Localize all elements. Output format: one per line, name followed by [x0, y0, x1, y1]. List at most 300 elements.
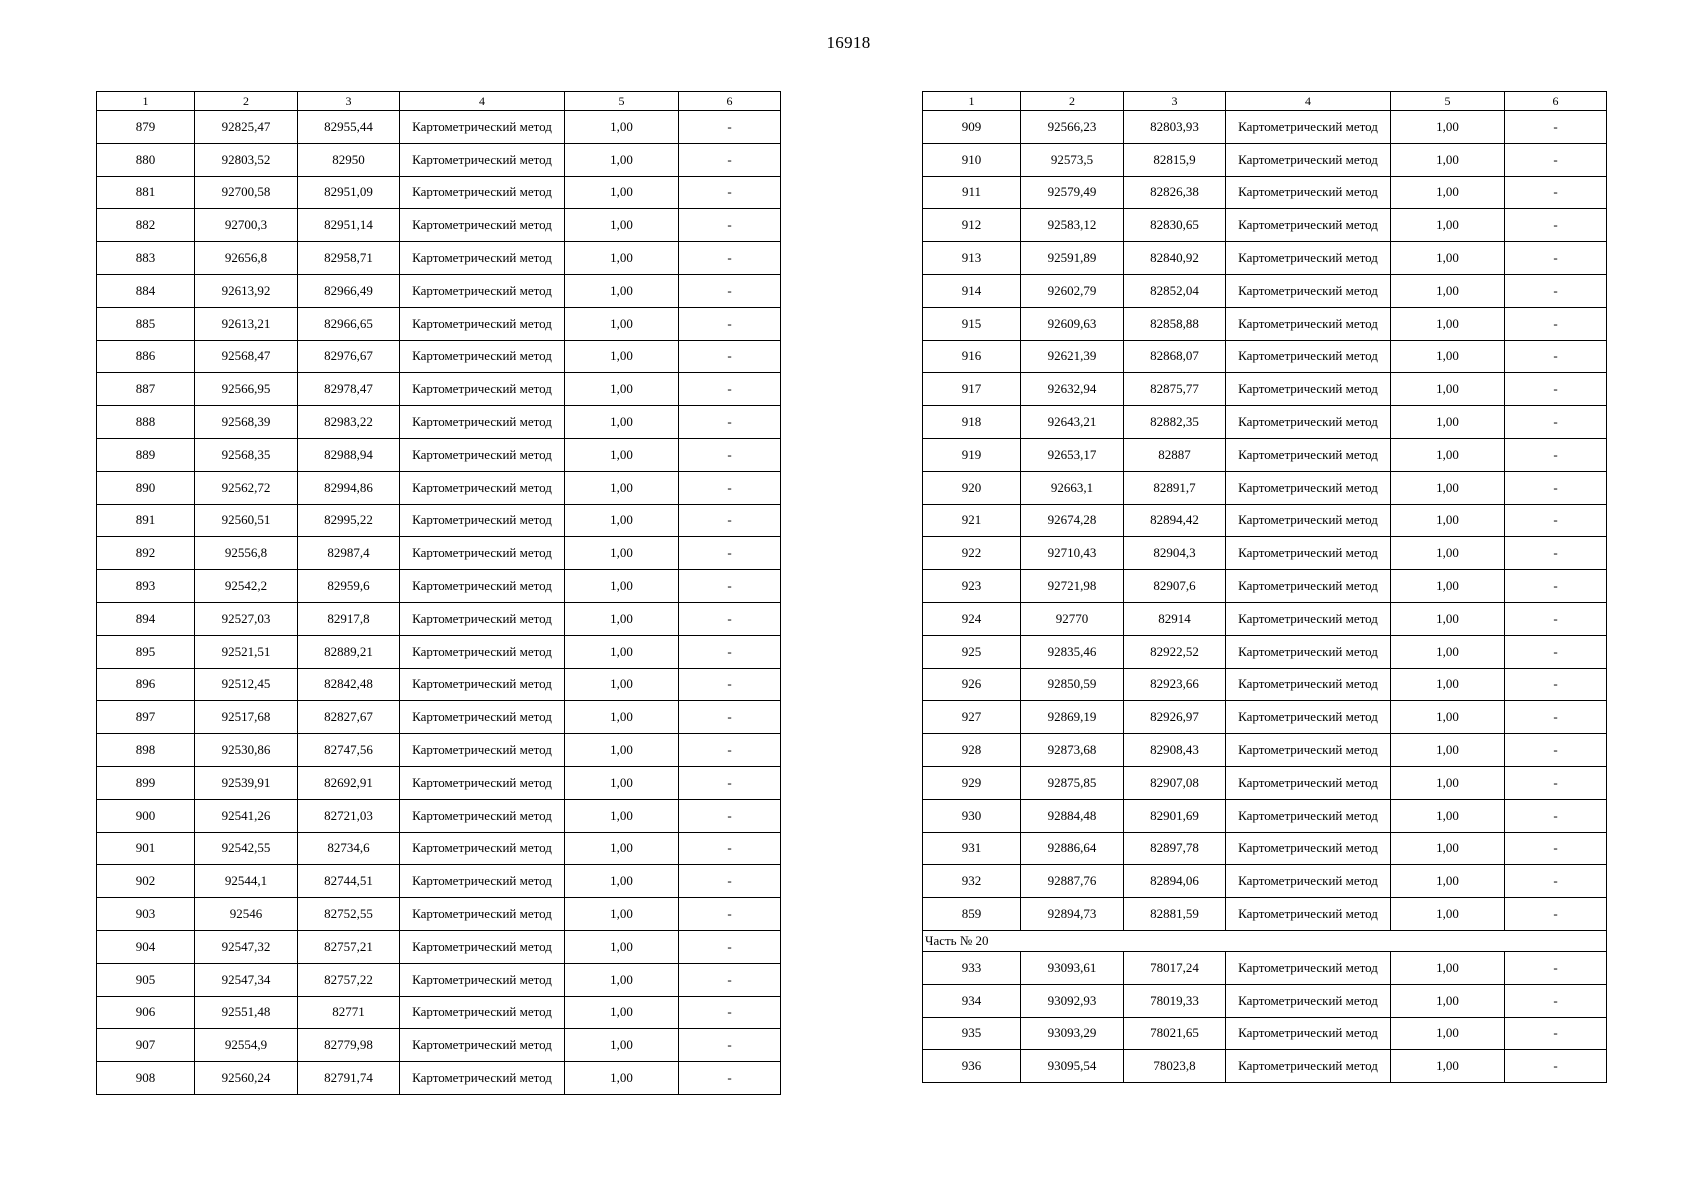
table-row	[97, 111, 781, 144]
method-cell: Картометрический метод	[1226, 832, 1391, 865]
column-header: 4	[1226, 92, 1391, 111]
accuracy-cell: 1,00	[565, 537, 679, 570]
point-number-cell: 917	[923, 373, 1021, 406]
description-cell: -	[1505, 176, 1607, 209]
accuracy-cell: 1,00	[1391, 668, 1505, 701]
x-coordinate-cell: 92621,39	[1021, 340, 1124, 373]
y-coordinate-cell: 82875,77	[1124, 373, 1226, 406]
method-cell: Картометрический метод	[1226, 242, 1391, 275]
description-cell: -	[679, 701, 781, 734]
table-row	[923, 471, 1607, 504]
table-row	[923, 1050, 1607, 1083]
x-coordinate-cell: 92512,45	[195, 668, 298, 701]
y-coordinate-cell: 78019,33	[1124, 984, 1226, 1017]
y-coordinate-cell: 82826,38	[1124, 176, 1226, 209]
x-coordinate-cell: 92674,28	[1021, 504, 1124, 537]
y-coordinate-cell: 82881,59	[1124, 898, 1226, 931]
accuracy-cell: 1,00	[565, 799, 679, 832]
table-row	[97, 537, 781, 570]
y-coordinate-cell: 82858,88	[1124, 307, 1226, 340]
y-coordinate-cell: 82897,78	[1124, 832, 1226, 865]
x-coordinate-cell: 92568,35	[195, 438, 298, 471]
method-cell: Картометрический метод	[1226, 438, 1391, 471]
accuracy-cell: 1,00	[1391, 471, 1505, 504]
table-row	[923, 951, 1607, 984]
description-cell: -	[679, 930, 781, 963]
x-coordinate-cell: 92721,98	[1021, 570, 1124, 603]
accuracy-cell: 1,00	[1391, 537, 1505, 570]
description-cell: -	[679, 340, 781, 373]
accuracy-cell: 1,00	[1391, 701, 1505, 734]
table-row	[923, 373, 1607, 406]
description-cell: -	[679, 832, 781, 865]
y-coordinate-cell: 82889,21	[298, 635, 400, 668]
description-cell: -	[679, 996, 781, 1029]
x-coordinate-cell: 92547,32	[195, 930, 298, 963]
description-cell: -	[1505, 734, 1607, 767]
y-coordinate-cell: 82868,07	[1124, 340, 1226, 373]
point-number-cell: 928	[923, 734, 1021, 767]
accuracy-cell: 1,00	[1391, 176, 1505, 209]
x-coordinate-cell: 92894,73	[1021, 898, 1124, 931]
table-row	[97, 963, 781, 996]
table-row	[923, 734, 1607, 767]
part-heading-row	[923, 930, 1607, 951]
accuracy-cell: 1,00	[1391, 635, 1505, 668]
method-cell: Картометрический метод	[1226, 766, 1391, 799]
method-cell: Картометрический метод	[1226, 951, 1391, 984]
x-coordinate-cell: 93095,54	[1021, 1050, 1124, 1083]
method-cell: Картометрический метод	[1226, 635, 1391, 668]
y-coordinate-cell: 82914	[1124, 602, 1226, 635]
method-cell: Картометрический метод	[1226, 111, 1391, 144]
point-number-cell: 897	[97, 701, 195, 734]
description-cell: -	[679, 799, 781, 832]
point-number-cell: 922	[923, 537, 1021, 570]
y-coordinate-cell: 82987,4	[298, 537, 400, 570]
point-number-cell: 934	[923, 984, 1021, 1017]
method-cell: Картометрический метод	[400, 832, 565, 865]
point-number-cell: 913	[923, 242, 1021, 275]
accuracy-cell: 1,00	[565, 701, 679, 734]
y-coordinate-cell: 82827,67	[298, 701, 400, 734]
description-cell: -	[679, 766, 781, 799]
description-cell: -	[1505, 635, 1607, 668]
y-coordinate-cell: 82907,08	[1124, 766, 1226, 799]
y-coordinate-cell: 82791,74	[298, 1062, 400, 1095]
x-coordinate-cell: 92521,51	[195, 635, 298, 668]
description-cell: -	[679, 111, 781, 144]
accuracy-cell: 1,00	[1391, 570, 1505, 603]
method-cell: Картометрический метод	[1226, 799, 1391, 832]
table-row	[97, 799, 781, 832]
table-header-row	[923, 92, 1607, 111]
table-row	[923, 143, 1607, 176]
point-number-cell: 859	[923, 898, 1021, 931]
description-cell: -	[1505, 668, 1607, 701]
x-coordinate-cell: 92568,47	[195, 340, 298, 373]
description-cell: -	[1505, 340, 1607, 373]
y-coordinate-cell: 82779,98	[298, 1029, 400, 1062]
x-coordinate-cell: 92542,2	[195, 570, 298, 603]
table-row	[923, 701, 1607, 734]
table-row	[97, 274, 781, 307]
table-row	[923, 176, 1607, 209]
method-cell: Картометрический метод	[400, 898, 565, 931]
accuracy-cell: 1,00	[565, 734, 679, 767]
method-cell: Картометрический метод	[1226, 406, 1391, 439]
accuracy-cell: 1,00	[565, 865, 679, 898]
method-cell: Картометрический метод	[1226, 176, 1391, 209]
accuracy-cell: 1,00	[565, 471, 679, 504]
point-number-cell: 923	[923, 570, 1021, 603]
x-coordinate-cell: 93093,29	[1021, 1017, 1124, 1050]
x-coordinate-cell: 92632,94	[1021, 373, 1124, 406]
accuracy-cell: 1,00	[1391, 504, 1505, 537]
description-cell: -	[679, 274, 781, 307]
method-cell: Картометрический метод	[400, 865, 565, 898]
point-number-cell: 882	[97, 209, 195, 242]
point-number-cell: 918	[923, 406, 1021, 439]
description-cell: -	[679, 373, 781, 406]
x-coordinate-cell: 92546	[195, 898, 298, 931]
x-coordinate-cell: 92613,92	[195, 274, 298, 307]
y-coordinate-cell: 82917,8	[298, 602, 400, 635]
point-number-cell: 919	[923, 438, 1021, 471]
description-cell: -	[1505, 984, 1607, 1017]
method-cell: Картометрический метод	[1226, 1017, 1391, 1050]
x-coordinate-cell: 92835,46	[1021, 635, 1124, 668]
x-coordinate-cell: 92875,85	[1021, 766, 1124, 799]
method-cell: Картометрический метод	[400, 799, 565, 832]
method-cell: Картометрический метод	[400, 274, 565, 307]
method-cell: Картометрический метод	[400, 209, 565, 242]
point-number-cell: 894	[97, 602, 195, 635]
point-number-cell: 899	[97, 766, 195, 799]
table-row	[97, 504, 781, 537]
description-cell: -	[1505, 504, 1607, 537]
table-row	[97, 1062, 781, 1095]
point-number-cell: 911	[923, 176, 1021, 209]
table-row	[923, 898, 1607, 931]
method-cell: Картометрический метод	[400, 701, 565, 734]
point-number-cell: 933	[923, 951, 1021, 984]
x-coordinate-cell: 92850,59	[1021, 668, 1124, 701]
table-row	[923, 406, 1607, 439]
point-number-cell: 896	[97, 668, 195, 701]
table-row	[97, 1029, 781, 1062]
method-cell: Картометрический метод	[400, 602, 565, 635]
y-coordinate-cell: 82966,49	[298, 274, 400, 307]
table-row	[97, 570, 781, 603]
point-number-cell: 901	[97, 832, 195, 865]
table-row	[923, 602, 1607, 635]
x-coordinate-cell: 92530,86	[195, 734, 298, 767]
point-number-cell: 910	[923, 143, 1021, 176]
method-cell: Картометрический метод	[1226, 570, 1391, 603]
column-header: 3	[1124, 92, 1226, 111]
point-number-cell: 890	[97, 471, 195, 504]
description-cell: -	[679, 1062, 781, 1095]
column-header: 1	[97, 92, 195, 111]
method-cell: Картометрический метод	[400, 668, 565, 701]
method-cell: Картометрический метод	[1226, 274, 1391, 307]
x-coordinate-cell: 92663,1	[1021, 471, 1124, 504]
y-coordinate-cell: 82959,6	[298, 570, 400, 603]
accuracy-cell: 1,00	[1391, 734, 1505, 767]
table-row	[97, 471, 781, 504]
accuracy-cell: 1,00	[565, 307, 679, 340]
method-cell: Картометрический метод	[1226, 701, 1391, 734]
accuracy-cell: 1,00	[1391, 307, 1505, 340]
method-cell: Картометрический метод	[1226, 537, 1391, 570]
accuracy-cell: 1,00	[565, 176, 679, 209]
table-row	[97, 406, 781, 439]
accuracy-cell: 1,00	[565, 274, 679, 307]
description-cell: -	[679, 209, 781, 242]
x-coordinate-cell: 92562,72	[195, 471, 298, 504]
method-cell: Картометрический метод	[1226, 984, 1391, 1017]
point-number-cell: 886	[97, 340, 195, 373]
x-coordinate-cell: 92886,64	[1021, 832, 1124, 865]
y-coordinate-cell: 82803,93	[1124, 111, 1226, 144]
table-row	[97, 176, 781, 209]
method-cell: Картометрический метод	[400, 766, 565, 799]
x-coordinate-cell: 92527,03	[195, 602, 298, 635]
table-row	[923, 635, 1607, 668]
accuracy-cell: 1,00	[565, 209, 679, 242]
y-coordinate-cell: 82950	[298, 143, 400, 176]
table-row	[97, 373, 781, 406]
y-coordinate-cell: 82882,35	[1124, 406, 1226, 439]
accuracy-cell: 1,00	[1391, 984, 1505, 1017]
description-cell: -	[679, 898, 781, 931]
y-coordinate-cell: 82830,65	[1124, 209, 1226, 242]
x-coordinate-cell: 92541,26	[195, 799, 298, 832]
x-coordinate-cell: 92566,95	[195, 373, 298, 406]
point-number-cell: 930	[923, 799, 1021, 832]
method-cell: Картометрический метод	[400, 307, 565, 340]
point-number-cell: 902	[97, 865, 195, 898]
accuracy-cell: 1,00	[1391, 373, 1505, 406]
point-number-cell: 889	[97, 438, 195, 471]
accuracy-cell: 1,00	[1391, 406, 1505, 439]
accuracy-cell: 1,00	[565, 996, 679, 1029]
point-number-cell: 932	[923, 865, 1021, 898]
table-row	[923, 274, 1607, 307]
table-row	[923, 984, 1607, 1017]
table-row	[923, 537, 1607, 570]
x-coordinate-cell: 92602,79	[1021, 274, 1124, 307]
description-cell: -	[1505, 1017, 1607, 1050]
accuracy-cell: 1,00	[1391, 340, 1505, 373]
method-cell: Картометрический метод	[1226, 143, 1391, 176]
point-number-cell: 926	[923, 668, 1021, 701]
x-coordinate-cell: 92656,8	[195, 242, 298, 275]
accuracy-cell: 1,00	[565, 111, 679, 144]
point-number-cell: 898	[97, 734, 195, 767]
y-coordinate-cell: 82771	[298, 996, 400, 1029]
table-row	[923, 307, 1607, 340]
description-cell: -	[1505, 832, 1607, 865]
point-number-cell: 936	[923, 1050, 1021, 1083]
point-number-cell: 903	[97, 898, 195, 931]
x-coordinate-cell: 92556,8	[195, 537, 298, 570]
y-coordinate-cell: 82988,94	[298, 438, 400, 471]
description-cell: -	[1505, 209, 1607, 242]
table-row	[923, 209, 1607, 242]
method-cell: Картометрический метод	[1226, 602, 1391, 635]
x-coordinate-cell: 93093,61	[1021, 951, 1124, 984]
x-coordinate-cell: 92653,17	[1021, 438, 1124, 471]
x-coordinate-cell: 92884,48	[1021, 799, 1124, 832]
description-cell: -	[1505, 951, 1607, 984]
x-coordinate-cell: 92613,21	[195, 307, 298, 340]
point-number-cell: 881	[97, 176, 195, 209]
description-cell: -	[679, 438, 781, 471]
table-row	[923, 668, 1607, 701]
accuracy-cell: 1,00	[565, 602, 679, 635]
point-number-cell: 909	[923, 111, 1021, 144]
description-cell: -	[679, 635, 781, 668]
table-row	[923, 438, 1607, 471]
column-header: 5	[1391, 92, 1505, 111]
method-cell: Картометрический метод	[400, 471, 565, 504]
y-coordinate-cell: 82734,6	[298, 832, 400, 865]
y-coordinate-cell: 82891,7	[1124, 471, 1226, 504]
accuracy-cell: 1,00	[1391, 274, 1505, 307]
accuracy-cell: 1,00	[565, 766, 679, 799]
column-header: 3	[298, 92, 400, 111]
table-row	[97, 668, 781, 701]
point-number-cell: 921	[923, 504, 1021, 537]
description-cell: -	[1505, 471, 1607, 504]
y-coordinate-cell: 82951,09	[298, 176, 400, 209]
x-coordinate-cell: 92547,34	[195, 963, 298, 996]
y-coordinate-cell: 78021,65	[1124, 1017, 1226, 1050]
method-cell: Картометрический метод	[400, 438, 565, 471]
method-cell: Картометрический метод	[1226, 898, 1391, 931]
table-row	[97, 307, 781, 340]
y-coordinate-cell: 82955,44	[298, 111, 400, 144]
y-coordinate-cell: 82904,3	[1124, 537, 1226, 570]
table-row	[97, 701, 781, 734]
accuracy-cell: 1,00	[565, 898, 679, 931]
table-row	[97, 996, 781, 1029]
description-cell: -	[1505, 898, 1607, 931]
table-row	[97, 340, 781, 373]
x-coordinate-cell: 92542,55	[195, 832, 298, 865]
description-cell: -	[679, 471, 781, 504]
method-cell: Картометрический метод	[1226, 209, 1391, 242]
method-cell: Картометрический метод	[1226, 734, 1391, 767]
column-header: 1	[923, 92, 1021, 111]
x-coordinate-cell: 92591,89	[1021, 242, 1124, 275]
x-coordinate-cell: 92568,39	[195, 406, 298, 439]
point-number-cell: 914	[923, 274, 1021, 307]
accuracy-cell: 1,00	[565, 930, 679, 963]
point-number-cell: 884	[97, 274, 195, 307]
x-coordinate-cell: 92539,91	[195, 766, 298, 799]
coordinates-table-right	[922, 91, 1607, 1083]
column-header: 2	[1021, 92, 1124, 111]
table-row	[97, 602, 781, 635]
accuracy-cell: 1,00	[1391, 602, 1505, 635]
accuracy-cell: 1,00	[565, 504, 679, 537]
method-cell: Картометрический метод	[1226, 340, 1391, 373]
y-coordinate-cell: 82894,06	[1124, 865, 1226, 898]
description-cell: -	[679, 668, 781, 701]
y-coordinate-cell: 82840,92	[1124, 242, 1226, 275]
x-coordinate-cell: 92579,49	[1021, 176, 1124, 209]
table-row	[97, 242, 781, 275]
accuracy-cell: 1,00	[565, 340, 679, 373]
point-number-cell: 895	[97, 635, 195, 668]
point-number-cell: 892	[97, 537, 195, 570]
x-coordinate-cell: 92609,63	[1021, 307, 1124, 340]
y-coordinate-cell: 82757,21	[298, 930, 400, 963]
point-number-cell: 905	[97, 963, 195, 996]
x-coordinate-cell: 92869,19	[1021, 701, 1124, 734]
method-cell: Картометрический метод	[400, 340, 565, 373]
description-cell: -	[1505, 537, 1607, 570]
y-coordinate-cell: 78017,24	[1124, 951, 1226, 984]
accuracy-cell: 1,00	[1391, 143, 1505, 176]
table-row	[97, 865, 781, 898]
method-cell: Картометрический метод	[1226, 471, 1391, 504]
accuracy-cell: 1,00	[565, 1029, 679, 1062]
point-number-cell: 885	[97, 307, 195, 340]
method-cell: Картометрический метод	[1226, 307, 1391, 340]
table-row	[923, 340, 1607, 373]
x-coordinate-cell: 92551,48	[195, 996, 298, 1029]
accuracy-cell: 1,00	[1391, 951, 1505, 984]
description-cell: -	[679, 865, 781, 898]
table-row	[923, 504, 1607, 537]
method-cell: Картометрический метод	[400, 111, 565, 144]
y-coordinate-cell: 82922,52	[1124, 635, 1226, 668]
method-cell: Картометрический метод	[1226, 504, 1391, 537]
method-cell: Картометрический метод	[1226, 373, 1391, 406]
description-cell: -	[1505, 602, 1607, 635]
x-coordinate-cell: 92643,21	[1021, 406, 1124, 439]
y-coordinate-cell: 82852,04	[1124, 274, 1226, 307]
accuracy-cell: 1,00	[1391, 799, 1505, 832]
accuracy-cell: 1,00	[1391, 832, 1505, 865]
table-row	[923, 865, 1607, 898]
description-cell: -	[1505, 701, 1607, 734]
point-number-cell: 891	[97, 504, 195, 537]
description-cell: -	[679, 504, 781, 537]
point-number-cell: 906	[97, 996, 195, 1029]
description-cell: -	[1505, 799, 1607, 832]
description-cell: -	[679, 570, 781, 603]
accuracy-cell: 1,00	[565, 832, 679, 865]
point-number-cell: 880	[97, 143, 195, 176]
y-coordinate-cell: 82976,67	[298, 340, 400, 373]
x-coordinate-cell: 92573,5	[1021, 143, 1124, 176]
accuracy-cell: 1,00	[565, 438, 679, 471]
method-cell: Картометрический метод	[400, 963, 565, 996]
point-number-cell: 900	[97, 799, 195, 832]
y-coordinate-cell: 82926,97	[1124, 701, 1226, 734]
y-coordinate-cell: 82978,47	[298, 373, 400, 406]
description-cell: -	[1505, 242, 1607, 275]
point-number-cell: 904	[97, 930, 195, 963]
table-row	[923, 1017, 1607, 1050]
method-cell: Картометрический метод	[400, 1029, 565, 1062]
x-coordinate-cell: 92700,3	[195, 209, 298, 242]
